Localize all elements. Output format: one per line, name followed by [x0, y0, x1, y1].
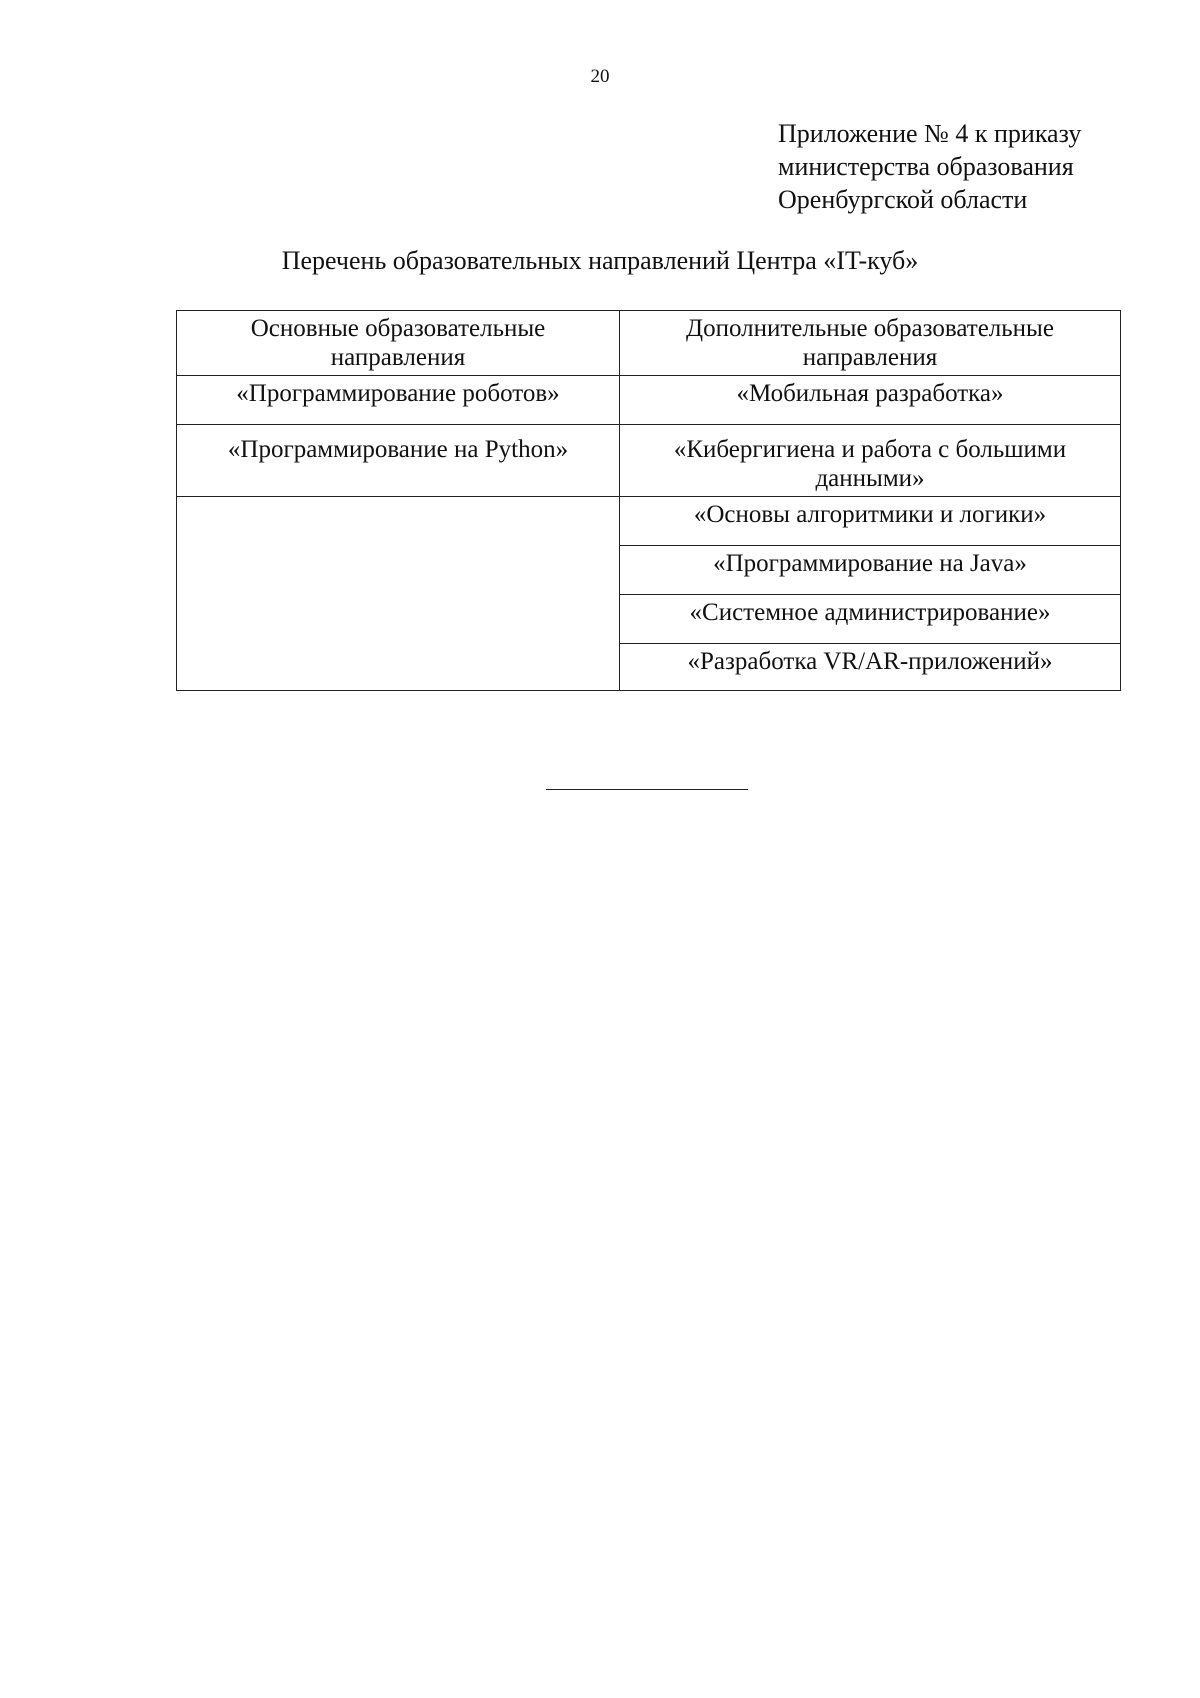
additional-direction-cell: «Основы алгоритмики и логики»	[620, 497, 1121, 546]
header-main-directions: Основные образовательные направления	[177, 311, 620, 376]
table-row	[177, 425, 1121, 497]
document-title: Перечень образовательных направлений Центра «IT-куб»	[281, 246, 919, 275]
table-row	[177, 497, 1121, 546]
appendix-line: Оренбургской области	[778, 185, 1028, 214]
appendix-note	[778, 117, 1081, 216]
main-direction-cell: «Программирование роботов»	[177, 376, 620, 425]
table-row	[177, 376, 1121, 425]
end-divider-line	[546, 789, 748, 790]
empty-cell	[177, 497, 620, 691]
additional-direction-cell: «Программирование на Java»	[620, 546, 1121, 595]
table-header-row	[177, 311, 1121, 376]
page-number: 20	[590, 66, 610, 87]
appendix-line: министерства образования	[778, 152, 1074, 181]
main-direction-cell: «Программирование на Python»	[177, 425, 620, 497]
appendix-line: Приложение № 4 к приказу	[778, 119, 1082, 148]
directions-table	[176, 310, 1121, 691]
additional-direction-cell: «Разработка VR/AR-приложений»	[620, 644, 1121, 691]
header-additional-directions: Дополнительные образовательные направления	[620, 311, 1121, 376]
additional-direction-cell: «Мобильная разработка»	[620, 376, 1121, 425]
additional-direction-cell: «Системное администрирование»	[620, 595, 1121, 644]
additional-direction-cell: «Кибергигиена и работа с большими данными»	[620, 425, 1121, 497]
